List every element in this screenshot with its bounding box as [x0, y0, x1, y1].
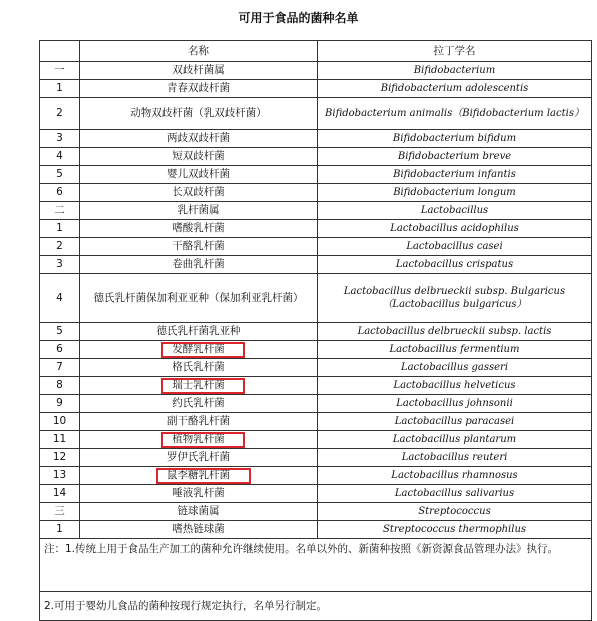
- row-number: 3: [40, 256, 80, 274]
- latin-name: Lactobacillus plantarum: [318, 431, 592, 449]
- note-1: 注：1.传统上用于食品生产加工的菌种允许继续使用。名单以外的、新菌种按照《新资源食品管理办法》执行。: [40, 539, 592, 592]
- latin-name: Lactobacillus johnsonii: [318, 395, 592, 413]
- latin-name: Lactobacillus crispatus: [318, 256, 592, 274]
- latin-name: Lactobacillus rhamnosus: [318, 467, 592, 485]
- row-number: 8: [40, 377, 80, 395]
- latin-name: Lactobacillus helveticus: [318, 377, 592, 395]
- latin-name: Lactobacillus fermentium: [318, 341, 592, 359]
- row-number: 2: [40, 98, 80, 130]
- strain-name: [80, 413, 318, 431]
- strain-name: [80, 130, 318, 148]
- row-number: 11: [40, 431, 80, 449]
- strain-name-text: 嗜酸乳杆菌: [172, 222, 225, 234]
- strain-name: [80, 503, 318, 521]
- row-number: 13: [40, 467, 80, 485]
- table-row: [40, 220, 592, 238]
- table-row: [40, 98, 592, 130]
- strain-name-text: 短双歧杆菌: [172, 150, 225, 162]
- strain-name-text: 植物乳杆菌: [172, 433, 225, 445]
- header-no: [40, 41, 80, 62]
- table-row: [40, 62, 592, 80]
- strain-name: [80, 485, 318, 503]
- strain-name-text: 长双歧杆菌: [172, 186, 225, 198]
- strain-name: [80, 377, 318, 395]
- latin-name: Lactobacillus delbrueckii subsp. lactis: [318, 323, 592, 341]
- row-number: 5: [40, 323, 80, 341]
- latin-name: Lactobacillus delbrueckii subsp. Bulgaricus（Lactobacillus bulgaricus）: [318, 274, 592, 323]
- strain-name-text: 副干酪乳杆菌: [167, 415, 230, 427]
- note-row: [40, 592, 592, 621]
- page-title: 可用于食品的菌种名单: [238, 11, 359, 25]
- strain-name-text: 两歧双歧杆菌: [167, 132, 230, 144]
- strain-name: [80, 323, 318, 341]
- table-row: [40, 184, 592, 202]
- strain-name-text: 双歧杆菌属: [172, 64, 225, 76]
- table-row: [40, 485, 592, 503]
- strain-name-text: 瑞士乳杆菌: [172, 379, 225, 391]
- row-number: 14: [40, 485, 80, 503]
- strain-name-text: 链球菌属: [177, 505, 220, 517]
- table-header-row: [40, 41, 592, 62]
- note-row: [40, 539, 592, 592]
- table-row: [40, 521, 592, 539]
- latin-name: Bifidobacterium breve: [318, 148, 592, 166]
- latin-name: Lactobacillus salivarius: [318, 485, 592, 503]
- row-number: 二: [40, 202, 80, 220]
- table-row: [40, 449, 592, 467]
- strain-name: [80, 449, 318, 467]
- table-row: [40, 130, 592, 148]
- table-row: [40, 166, 592, 184]
- strain-name: [80, 359, 318, 377]
- table-row: [40, 148, 592, 166]
- strain-name: [80, 431, 318, 449]
- strain-name-text: 唾液乳杆菌: [172, 487, 225, 499]
- row-number: 1: [40, 521, 80, 539]
- strain-name: [80, 341, 318, 359]
- latin-name: Lactobacillus: [318, 202, 592, 220]
- table-row: [40, 238, 592, 256]
- row-number: 1: [40, 220, 80, 238]
- table-row: [40, 274, 592, 323]
- strain-name: [80, 395, 318, 413]
- row-number: 7: [40, 359, 80, 377]
- strain-name: [80, 62, 318, 80]
- row-number: 1: [40, 80, 80, 98]
- strain-name: [80, 220, 318, 238]
- strain-name-text: 青春双歧杆菌: [167, 82, 230, 94]
- latin-name: Lactobacillus reuteri: [318, 449, 592, 467]
- strain-name-text: 干酪乳杆菌: [172, 240, 225, 252]
- latin-name: Lactobacillus acidophilus: [318, 220, 592, 238]
- strain-name-text: 嗜热链球菌: [172, 523, 225, 535]
- strain-name-text: 婴儿双歧杆菌: [167, 168, 230, 180]
- strain-name-text: 乳杆菌属: [177, 204, 220, 216]
- latin-name: Lactobacillus casei: [318, 238, 592, 256]
- table-row: [40, 395, 592, 413]
- strain-name: [80, 148, 318, 166]
- strain-name: [80, 274, 318, 323]
- strain-name-text: 鼠李糖乳杆菌: [167, 469, 230, 481]
- strain-name-text: 卷曲乳杆菌: [172, 258, 225, 270]
- latin-name: Bifidobacterium animalis（Bifidobacterium lactis）: [318, 98, 592, 130]
- row-number: 4: [40, 148, 80, 166]
- strain-name-text: 动物双歧杆菌（乳双歧杆菌）: [130, 107, 267, 119]
- row-number: 6: [40, 184, 80, 202]
- strain-name-text: 罗伊氏乳杆菌: [167, 451, 230, 463]
- row-number: 5: [40, 166, 80, 184]
- latin-name: Bifidobacterium bifidum: [318, 130, 592, 148]
- table-row: [40, 431, 592, 449]
- strain-name: [80, 467, 318, 485]
- strain-name-text: 德氏乳杆菌保加利亚亚种（保加利亚乳杆菌）: [93, 291, 304, 304]
- table-row: [40, 467, 592, 485]
- table-row: [40, 503, 592, 521]
- latin-name: Streptococcus thermophilus: [318, 521, 592, 539]
- row-number: 4: [40, 274, 80, 323]
- row-number: 12: [40, 449, 80, 467]
- latin-name: Lactobacillus paracasei: [318, 413, 592, 431]
- table-row: [40, 341, 592, 359]
- strain-name: [80, 184, 318, 202]
- row-number: 6: [40, 341, 80, 359]
- strain-name: [80, 80, 318, 98]
- table-row: [40, 359, 592, 377]
- row-number: 三: [40, 503, 80, 521]
- row-number: 9: [40, 395, 80, 413]
- header-latin: 拉丁学名: [318, 41, 592, 62]
- table-row: [40, 323, 592, 341]
- latin-name: Bifidobacterium: [318, 62, 592, 80]
- strain-name: [80, 202, 318, 220]
- strain-name: [80, 256, 318, 274]
- row-number: 一: [40, 62, 80, 80]
- latin-name: Bifidobacterium infantis: [318, 166, 592, 184]
- strain-table: [39, 40, 592, 621]
- row-number: 10: [40, 413, 80, 431]
- latin-name: Bifidobacterium longum: [318, 184, 592, 202]
- strain-name: [80, 521, 318, 539]
- row-number: 3: [40, 130, 80, 148]
- row-number: 2: [40, 238, 80, 256]
- table-row: [40, 256, 592, 274]
- strain-name: [80, 238, 318, 256]
- header-name: 名称: [80, 41, 318, 62]
- latin-name: Streptococcus: [318, 503, 592, 521]
- latin-name: Lactobacillus gasseri: [318, 359, 592, 377]
- strain-name: [80, 166, 318, 184]
- strain-name-text: 格氏乳杆菌: [172, 361, 225, 373]
- note-2: 2.可用于婴幼儿食品的菌种按现行规定执行，名单另行制定。: [40, 592, 592, 621]
- table-row: [40, 202, 592, 220]
- strain-name-text: 发酵乳杆菌: [172, 343, 225, 355]
- strain-name-text: 德氏乳杆菌乳亚种: [156, 325, 241, 337]
- table-row: [40, 377, 592, 395]
- strain-name: [80, 98, 318, 130]
- table-row: [40, 413, 592, 431]
- table-row: [40, 80, 592, 98]
- strain-name-text: 约氏乳杆菌: [172, 397, 225, 409]
- latin-name: Bifidobacterium adolescentis: [318, 80, 592, 98]
